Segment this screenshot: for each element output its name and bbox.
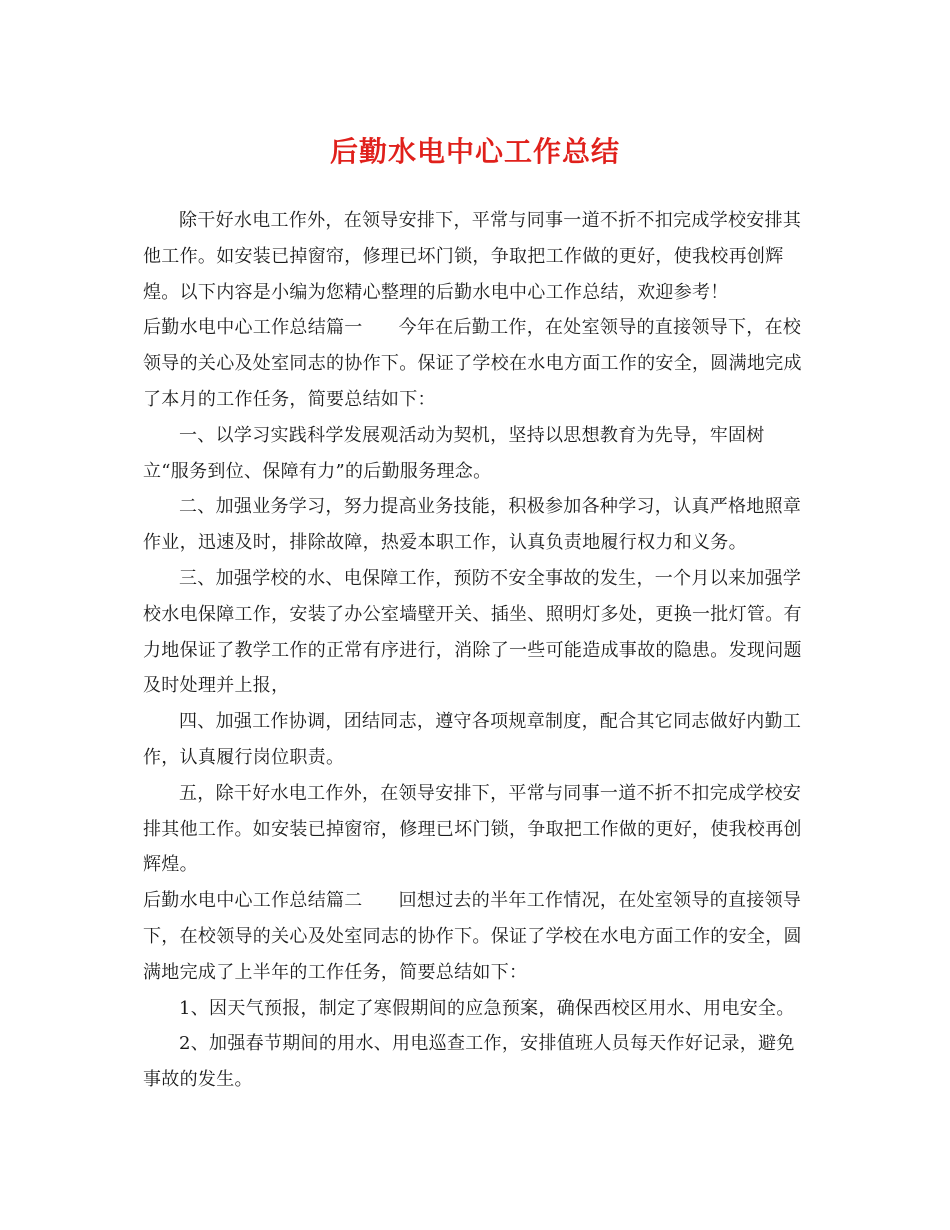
paragraph: 2、加强春节期间的用水、用电巡查工作，安排值班人员每天作好记录，避免事故的发生。 [143,1033,795,1091]
document-body [143,203,808,1098]
paragraph: 四、加强工作协调，团结同志，遵守各项规章制度，配合其它同志做好内勤工作，认真履行岗位职责。 [143,711,802,768]
paragraph: 1、因天气预报，制定了寒假期间的应急预案，确保西校区用水、用电安全。 [179,997,795,1019]
section-heading: 后勤水电中心工作总结篇二 [143,890,363,912]
paragraph: 二、加强业务学习，努力提高业务技能，积极参加各种学习，认真严格地照章作业，迅速及时，排除故障，热爱本职工作，认真负责地履行权力和义务。 [143,496,802,554]
section-paragraph [143,883,808,990]
section-text: 回想过去的半年工作情况，在处室领导的直接领导下，在校领导的关心及处室同志的协作下。保证了学校在水电方面工作的安全，圆满地完成了上半年的工作任务，简要总结如下： [143,890,802,983]
section-paragraph [143,310,808,417]
section-text: 今年在后勤工作，在处室领导的直接领导下，在校领导的关心及处室同志的协作下。保证了学校在水电方面工作的安全，圆满地完成了本月的工作任务，简要总结如下： [143,317,802,410]
document-title: 后勤水电中心工作总结 [329,135,620,168]
paragraph: 三、加强学校的水、电保障工作，预防不安全事故的发生，一个月以来加强学校水电保障工作，安装了办公室墙壁开关、插坐、照明灯多处，更换一批灯管。有力地保证了教学工作的正常有序进行，消除了一些可能造成事故的隐患。发现问题及时处理并上报， [143,567,802,697]
paragraph: 一、以学习实践科学发展观活动为契机，坚持以思想教育为先导，牢固树立“服务到位、保障有力”的后勤服务理念。 [143,424,765,482]
section-heading: 后勤水电中心工作总结篇一 [143,317,363,339]
paragraph: 除干好水电工作外，在领导安排下，平常与同事一道不折不扣完成学校安排其他工作。如安装已掉窗帘，修理已坏门锁，争取把工作做的更好，使我校再创辉煌。以下内容是小编为您精心整理的后勤水电中心工作总结，欢迎参考！ [143,210,802,303]
paragraph: 五，除干好水电工作外，在领导安排下，平常与同事一道不折不扣完成学校安排其他工作。如安装已掉窗帘，修理已坏门锁，争取把工作做的更好，使我校再创辉煌。 [143,782,802,876]
